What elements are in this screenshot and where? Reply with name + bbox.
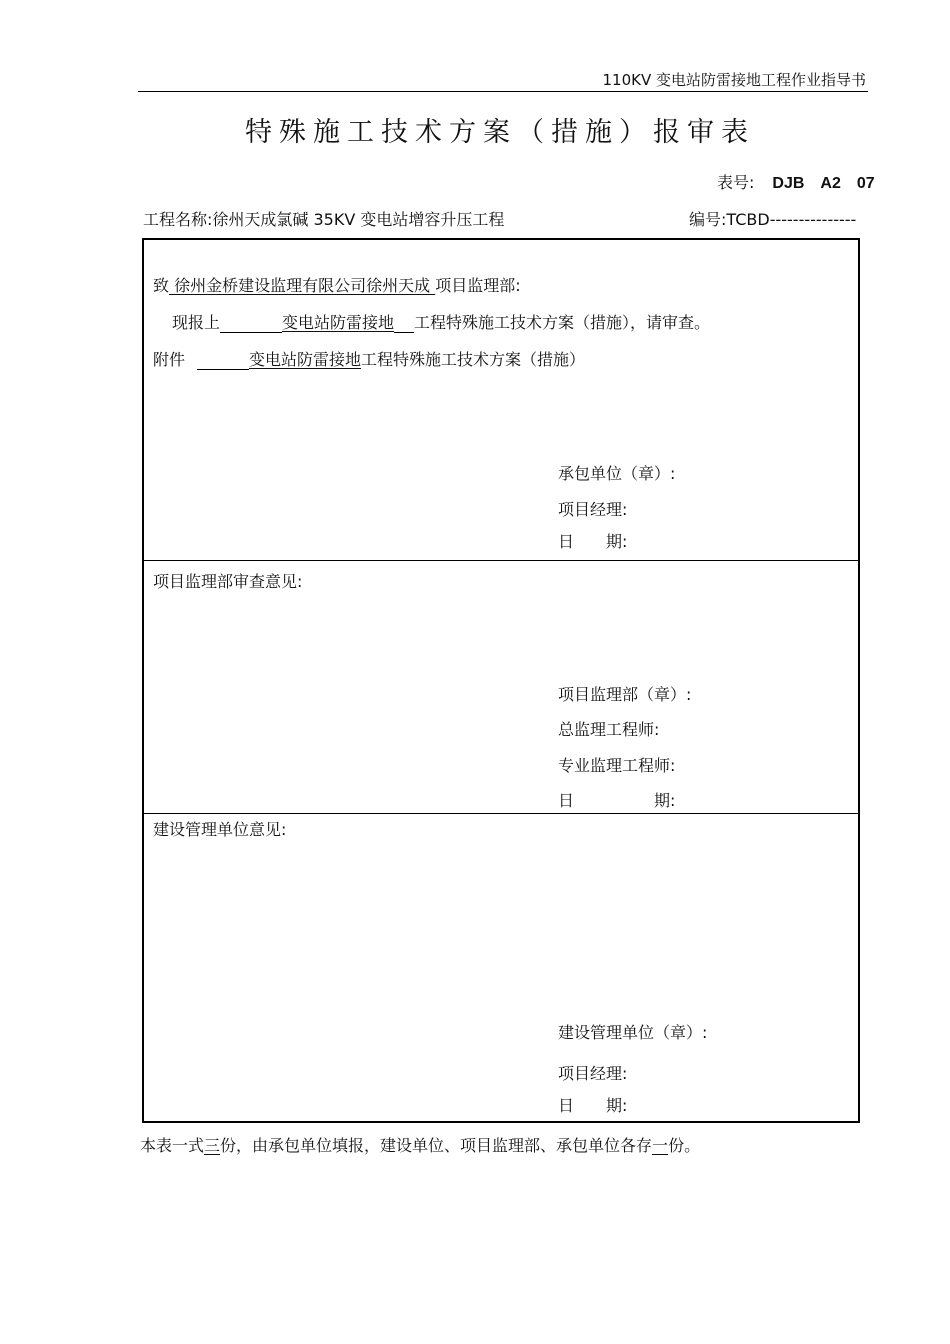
footer-each: 一 — [652, 1136, 669, 1155]
addressee-prefix: 致 — [153, 276, 170, 295]
attachment-label: 附件 — [153, 350, 186, 369]
footer-part3: 份。 — [668, 1136, 701, 1155]
owner-manager-label: 项目经理: — [558, 1064, 628, 1083]
form-number-label: 表号: — [717, 173, 755, 192]
footer-part2: 份，由承包单位填报，建设单位、项目监理部、承包单位各存 — [220, 1136, 653, 1155]
contractor-seal-label: 承包单位（章）: — [558, 464, 676, 483]
project-name-label: 工程名称: — [143, 210, 213, 229]
submission-suffix: 工程特殊施工技术方案（措施），请审查。 — [414, 313, 711, 332]
form-number — [717, 170, 875, 193]
project-name-row — [143, 207, 504, 230]
project-name-value: 徐州天成氯碱 35KV 变电站增容升压工程 — [212, 210, 505, 229]
submission-line — [172, 310, 710, 333]
owner-seal-label: 建设管理单位（章）: — [558, 1023, 708, 1042]
footer-note — [140, 1133, 700, 1156]
contractor-manager-label: 项目经理: — [558, 500, 628, 519]
addressee-org: 徐州金桥建设监理有限公司徐州天成 — [169, 276, 436, 295]
form-number-code: DJB A2 07 — [772, 175, 875, 192]
specialist-engineer-label: 专业监理工程师: — [558, 756, 676, 775]
serial-number-row — [689, 207, 856, 230]
supervision-review-heading: 项目监理部审查意见: — [153, 572, 303, 591]
serial-number-label: 编号: — [689, 210, 727, 229]
attachment-project: 变电站防雷接地 — [249, 350, 362, 369]
addressee-line — [153, 273, 521, 296]
form-frame — [142, 238, 860, 1123]
submission-project: 变电站防雷接地 — [282, 313, 395, 332]
submission-prefix: 现报上 — [172, 313, 221, 332]
section-divider-1 — [142, 560, 860, 561]
page-title: 特殊施工技术方案（措施）报审表 — [245, 117, 755, 148]
chief-engineer-label: 总监理工程师: — [558, 720, 660, 739]
header-doc-series: 110KV 变电站防雷接地工程作业指导书 — [602, 71, 866, 89]
header-rule — [138, 91, 868, 92]
attachment-suffix: 工程特殊施工技术方案（措施） — [361, 350, 586, 369]
supervision-seal-label: 项目监理部（章）: — [558, 685, 692, 704]
owner-opinion-heading: 建设管理单位意见: — [153, 820, 287, 839]
submission-blank-2[interactable] — [394, 315, 414, 333]
footer-part1: 本表一式 — [140, 1136, 205, 1155]
attachment-line — [153, 347, 585, 370]
section-divider-2 — [142, 813, 860, 814]
contractor-date-label: 日 期: — [558, 532, 628, 551]
serial-number-value: TCBD--------------- — [726, 210, 857, 229]
owner-date-label: 日 期: — [558, 1096, 628, 1115]
supervision-date-label: 日 期: — [558, 791, 676, 810]
submission-blank[interactable] — [220, 315, 282, 333]
footer-copies: 三 — [204, 1136, 221, 1155]
addressee-suffix: 项目监理部: — [435, 276, 521, 295]
attachment-blank[interactable] — [197, 352, 249, 370]
